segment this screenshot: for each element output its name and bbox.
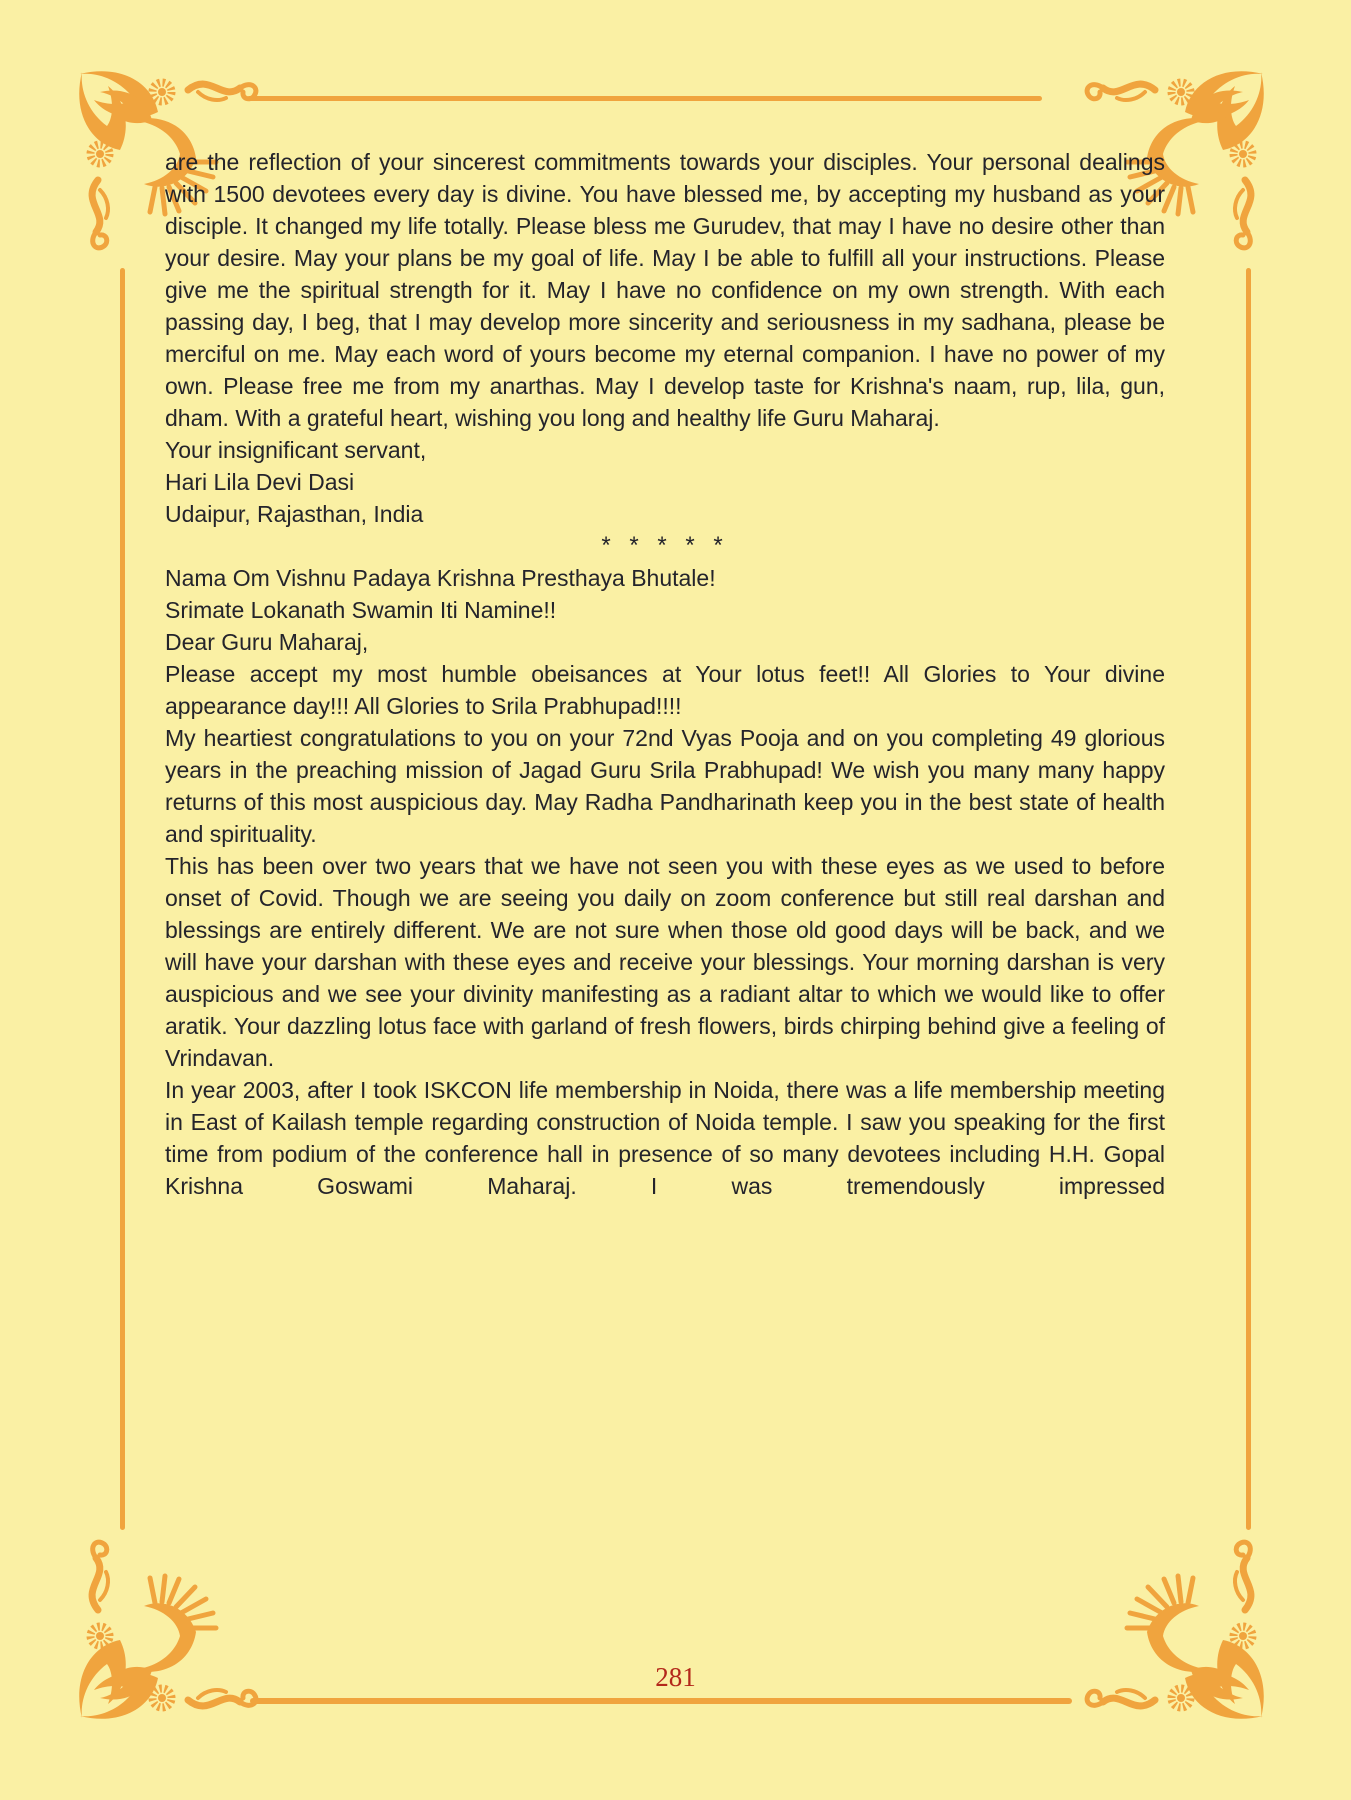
signature-location: Udaipur, Rajasthan, India [165,501,424,527]
letter-paragraph-4: In year 2003, after I took ISKCON life membership in Noida, there was a life membership meeting in East of Kailash temple regarding construction of Noida temple. I saw you speaking for the first time from podium of the conference hall in presence of so many devotees including H.H. Gopal Krishna Goswami Maharaj. I was tremendously impressed [165,1077,1165,1199]
invocation-line-1: Nama Om Vishnu Padaya Krishna Presthaya Bhutale! [165,565,716,591]
border-rule-bottom [250,1698,1072,1704]
border-rule-top [247,96,1042,101]
invocation-line-2: Srimate Lokanath Swamin Iti Namine!! [165,597,557,623]
letter-continuation-paragraph: are the reflection of your sincerest commitments towards your disciples. Your personal dealings with 1500 devotees every day is divine. You have blessed me, by accepting my husband as your disciple. It changed my life totally. Please bless me Gurudev, that may I have no desire other than your desire. May your plans be my goal of life. May I be able to fulfill all your instructions. Please give me the spiritual strength for it. May I have no confidence on my own strength. With each passing day, I beg, that I may develop more sincerity and seriousness in my sadhana, please be merciful on me. May each word of yours become my eternal companion. I have no power of my own. Please free me from my anarthas. May I develop taste for Krishna's naam, rup, lila, gun, dham. With a grateful heart, wishing you long and healthy life Guru Maharaj. [165,149,1165,431]
letter-paragraph-2: My heartiest congratulations to you on your 72nd Vyas Pooja and on you completing 49 glorious years in the preaching mission of Jagad Guru Srila Prabhupad! We wish you many many happy returns of this most auspicious day. May Radha Pandharinath keep you in the best state of health and spirituality. [165,725,1165,847]
page-content [165,146,1165,1202]
signoff-line: Your insignificant servant, [165,437,427,463]
letter-paragraph-3: This has been over two years that we have not seen you with these eyes as we used to before onset of Covid. Though we are seeing you daily on zoom conference but still real darshan and blessings are entirely different. We are not sure when those old good days will be back, and we will have your darshan with these eyes and receive your blessings. Your morning darshan is very auspicious and we see your divinity manifesting as a radiant altar to which we would like to offer aratik. Your dazzling lotus face with garland of fresh flowers, birds chirping behind give a feeling of Vrindavan. [165,853,1165,1071]
corner-flourish-bottom-right-icon [1077,1520,1273,1728]
page-number: 281 [655,1662,696,1692]
salutation: Dear Guru Maharaj, [165,629,369,655]
letter-paragraph-1: Please accept my most humble obeisances at Your lotus feet!! All Glories to Your divine appearance day!!! All Glories to Srila Prabhupad!!!! [165,661,1165,719]
corner-flourish-bottom-left-icon [70,1520,266,1728]
border-rule-left [120,268,125,1530]
border-rule-right [1246,268,1251,1530]
signature-name: Hari Lila Devi Dasi [165,469,355,495]
section-separator: * * * * * [601,532,729,559]
